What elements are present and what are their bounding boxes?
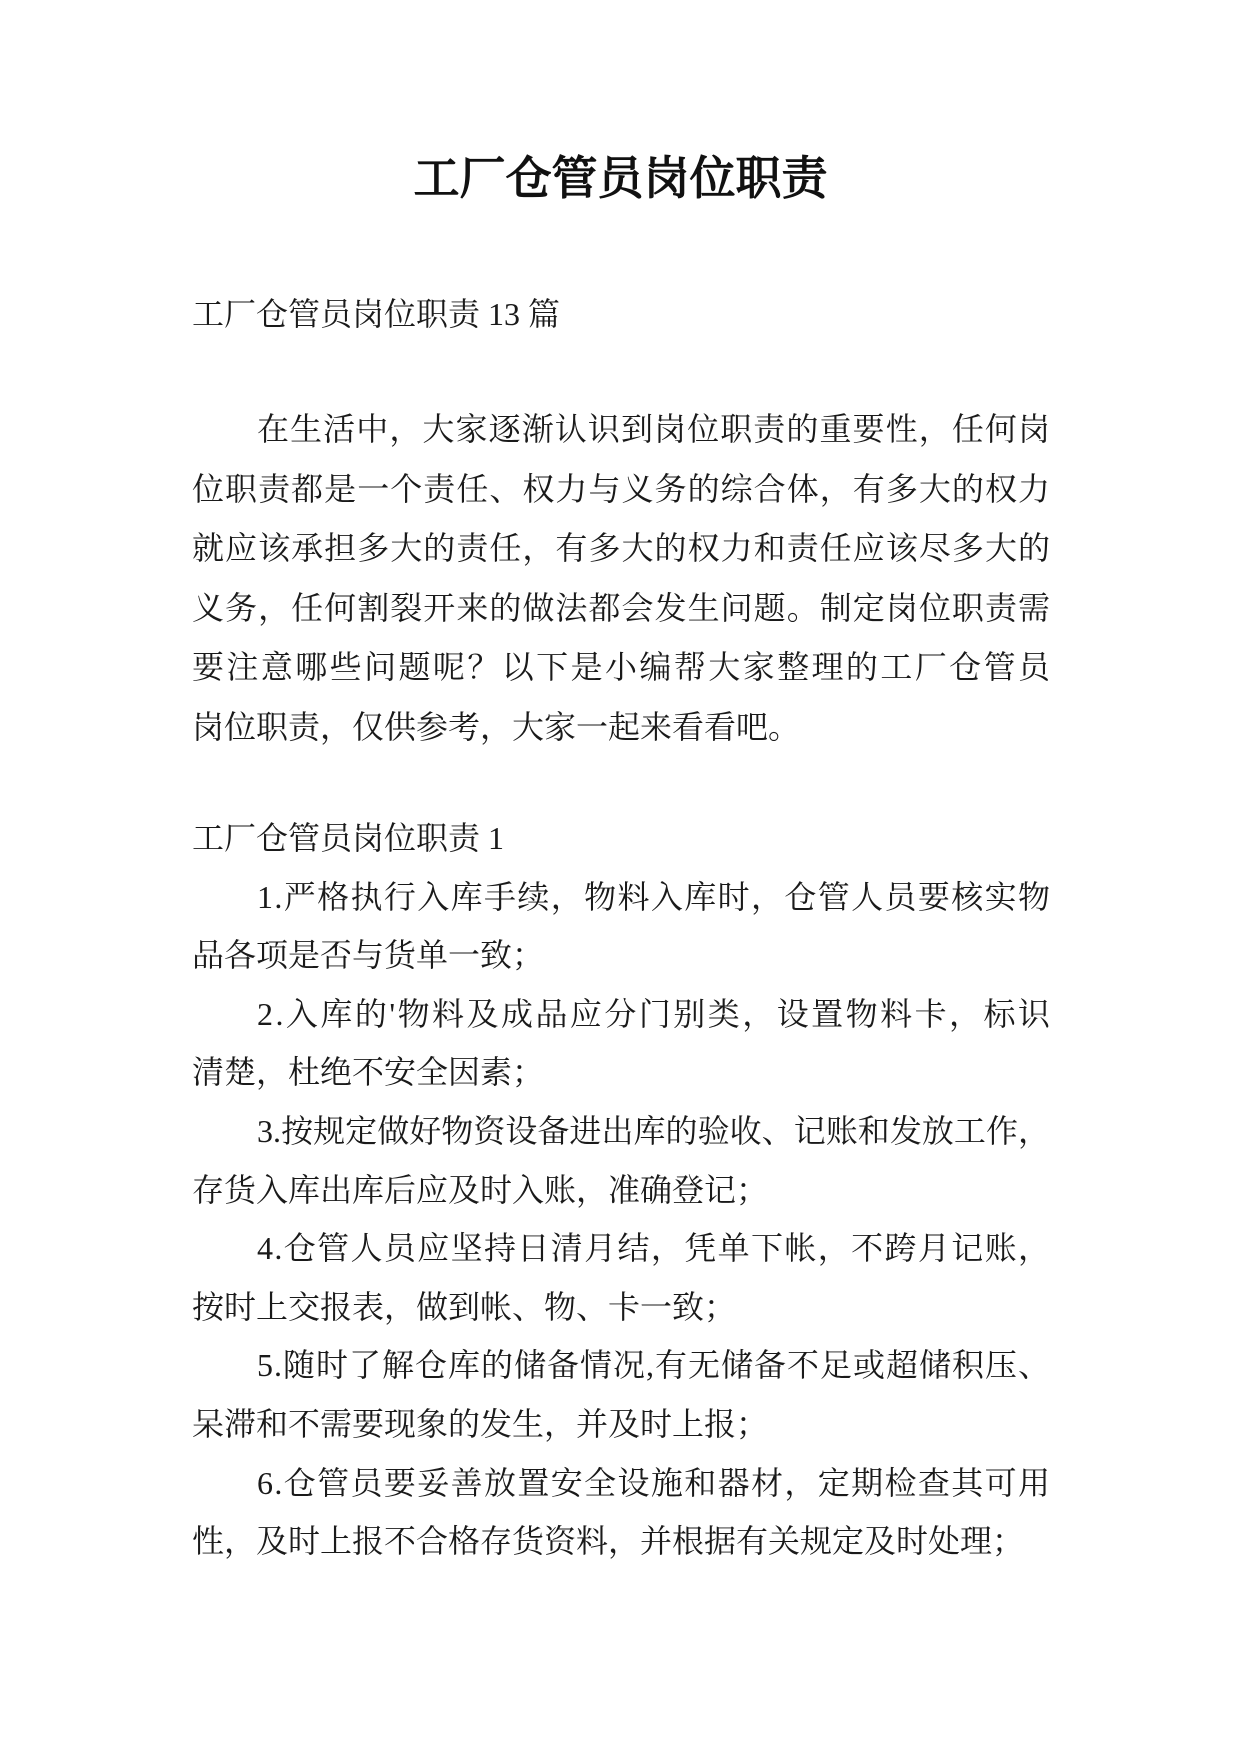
intro-paragraph xyxy=(192,400,1053,758)
list-item-line: 品各项是否与货单一致； xyxy=(192,937,545,974)
intro-line: 在生活中，大家逐渐认识到岗位职责的重要性，任何岗 xyxy=(257,411,1052,447)
section-heading: 工厂仓管员岗位职责 1 xyxy=(192,820,505,856)
intro-line: 位职责都是一个责任、权力与义务的综合体，有多大的权力 xyxy=(192,470,1052,507)
list-item xyxy=(192,868,1050,985)
list-item-line: 存货入库出库后应及时入账，准确登记； xyxy=(192,1171,769,1208)
list-item-line: 清楚，杜绝不安全因素； xyxy=(192,1054,545,1091)
list-item xyxy=(192,985,1053,1102)
list-item xyxy=(192,1219,1050,1336)
list-item-line: 呆滞和不需要现象的发生，并及时上报； xyxy=(192,1405,769,1442)
document-subtitle: 工厂仓管员岗位职责 13 篇 xyxy=(192,296,561,332)
intro-line: 岗位职责，仅供参考，大家一起来看看吧。 xyxy=(192,708,801,745)
list-item-line: 1.严格执行入库手续，物料入库时，仓管人员要核实物 xyxy=(257,878,1052,915)
list-item-line: 3.按规定做好物资设备进出库的验收、记账和发放工作， xyxy=(257,1112,1051,1149)
list-item xyxy=(192,1336,1050,1453)
section-1 xyxy=(192,809,1053,1571)
document-title: 工厂仓管员岗位职责 xyxy=(413,153,828,204)
list-item xyxy=(192,1102,1050,1219)
intro-line: 就应该承担多大的责任，有多大的权力和责任应该尽多大的 xyxy=(192,530,1052,567)
list-item xyxy=(192,1454,1050,1571)
list-item-line: 6.仓管员要妥善放置安全设施和器材，定期检查其可用 xyxy=(257,1464,1052,1501)
list-item-line: 5.随时了解仓库的储备情况,有无储备不足或超储积压、 xyxy=(257,1347,1051,1384)
list-item-line: 2.入库的'物料及成品应分门别类，设置物料卡，标识 xyxy=(257,995,1053,1032)
list-item-line: 性，及时上报不合格存货资料，并根据有关规定及时处理； xyxy=(192,1523,1025,1560)
list-item-line: 4.仓管人员应坚持日清月结，凭单下帐，不跨月记账， xyxy=(257,1230,1052,1267)
list-item-line: 按时上交报表，做到帐、物、卡一致； xyxy=(192,1288,737,1325)
intro-line: 义务，任何割裂开来的做法都会发生问题。制定岗位职责需 xyxy=(192,589,1052,626)
intro-line: 要注意哪些问题呢？以下是小编帮大家整理的工厂仓管员 xyxy=(192,649,1053,686)
